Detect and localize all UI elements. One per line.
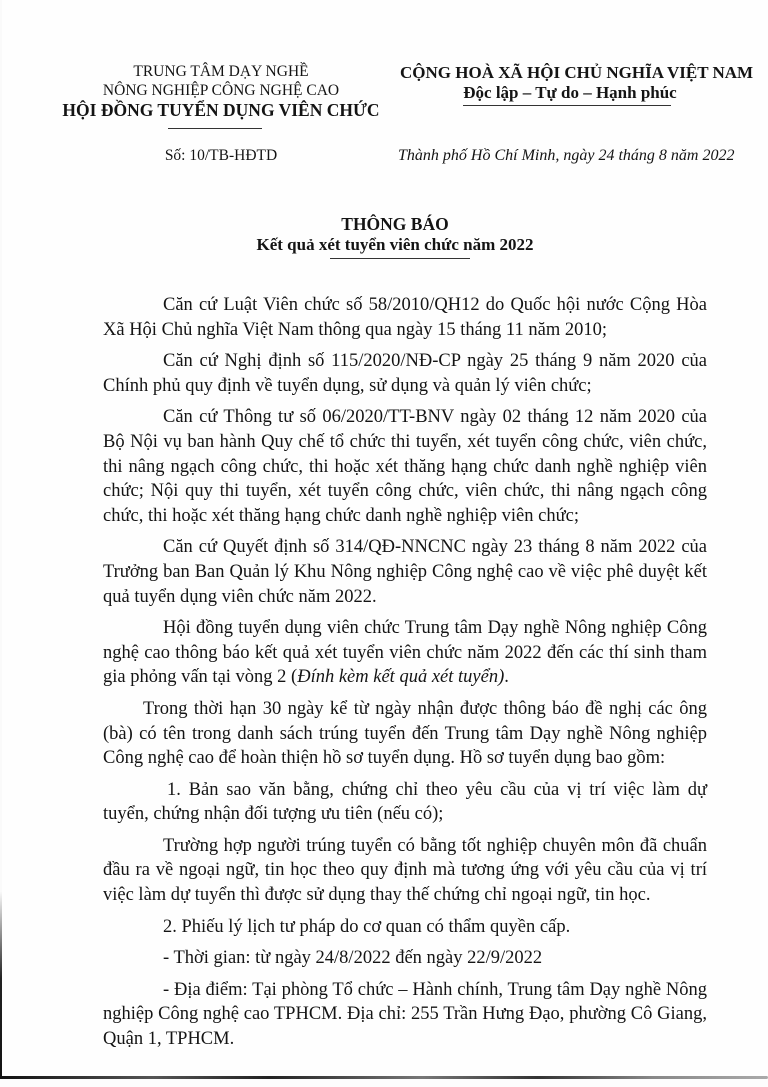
council-name: HỘI ĐỒNG TUYỂN DỤNG VIÊN CHỨC: [62, 100, 380, 120]
organization-name-line2: NÔNG NGHIỆP CÔNG NGHỆ CAO: [102, 82, 340, 99]
title-underline: [330, 258, 470, 259]
deadline-paragraph: Trong thời hạn 30 ngày kể từ ngày nhận được thông báo đề nghị các ông (bà) có tên trong danh sách trúng tuyển đến Trung tâm Dạy nghề Nông nghiệp Công nghệ cao để hoàn thiện hồ sơ tuyển dụng. Hồ sơ tuyển dụng bao gồm:: [103, 698, 707, 769]
national-motto: Độc lập – Tự do – Hạnh phúc: [463, 83, 677, 102]
scan-margin-bottom: [0, 1079, 768, 1087]
document-subtitle: Kết quả xét tuyển viên chức năm 2022: [256, 235, 534, 254]
submission-location: - Địa điểm: Tại phòng Tổ chức – Hành chính, Trung tâm Dạy nghề Nông nghiệp Công nghệ cao TPHCM. Địa chỉ: 255 Trần Hưng Đạo, phường Cô Giang, Quận 1, TPHCM.: [103, 979, 707, 1050]
required-item-2: 2. Phiếu lý lịch tư pháp do cơ quan có thẩm quyền cấp.: [163, 916, 571, 937]
legal-basis-3: Căn cứ Thông tư số 06/2020/TT-BNV ngày 02 tháng 12 năm 2020 của Bộ Nội vụ ban hành Quy chế tổ chức thi tuyển, xét tuyển công chức, viên chức, thi nâng ngạch công chức, thi hoặc xét thăng hạng chức danh nghề nghiệp viên chức; Nội quy thi tuyển, xét tuyển công chức, viên chức, thi nâng ngạch công chức, thi hoặc xét thăng hạng chức danh nghề nghiệp viên chức;: [103, 407, 707, 526]
scan-edge-left: [0, 0, 2, 1087]
organization-name-line1: TRUNG TÂM DẠY NGHỀ: [133, 63, 309, 80]
legal-basis-2: Căn cứ Nghị định số 115/2020/NĐ-CP ngày 25 tháng 9 năm 2020 của Chính phủ quy định về tuyển dụng, sử dụng và quản lý viên chức;: [103, 351, 707, 396]
left-header-underline: [168, 128, 262, 129]
submission-time: - Thời gian: từ ngày 24/8/2022 đến ngày 22/9/2022: [163, 948, 543, 969]
document-number: Số: 10/TB-HĐTD: [164, 147, 278, 164]
document-title: THÔNG BÁO: [341, 214, 449, 234]
required-item-1-note: Trường hợp người trúng tuyển có bằng tốt nghiệp chuyên môn đã chuẩn đầu ra về ngoại ngữ, tin học theo quy định mà tương ứng với yêu cầu của vị trí việc làm dự tuyển thì được sử dụng thay thế chứng chỉ ngoại ngữ, tin học.: [103, 835, 707, 906]
date-place: Thành phố Hồ Chí Minh, ngày 24 tháng 8 năm 2022: [398, 147, 735, 164]
attachment-note: Đính kèm kết quả xét tuyển): [297, 667, 505, 688]
document-body: [103, 293, 707, 1059]
legal-basis-4: Căn cứ Quyết định số 314/QĐ-NNCNC ngày 23 tháng 8 năm 2022 của Trưởng ban Ban Quản lý Khu Nông nghiệp Công nghệ cao về việc phê duyệt kết quả tuyển dụng viên chức năm 2022.: [103, 537, 707, 607]
announcement-text: Hội đồng tuyển dụng viên chức Trung tâm Dạy nghề Nông nghiệp Công nghệ cao thông báo kết quả xét tuyển viên chức năm 2022 đến các thí sinh tham gia phỏng vấn tại vòng 2 (: [103, 618, 707, 688]
legal-basis-1: Căn cứ Luật Viên chức số 58/2010/QH12 do Quốc hội nước Cộng Hòa Xã Hội Chủ nghĩa Việt Nam thông qua ngày 15 tháng 11 năm 2010;: [103, 295, 707, 340]
motto-underline: [463, 105, 671, 106]
required-item-1: 1. Bản sao văn bằng, chứng chỉ theo yêu cầu của vị trí việc làm dự tuyển, chứng nhận đối tượng ưu tiên (nếu có);: [103, 779, 707, 825]
national-title: CỘNG HOÀ XÃ HỘI CHỦ NGHĨA VIỆT NAM: [400, 63, 754, 82]
announcement-paragraph: [103, 616, 707, 690]
announcement-end: .: [504, 667, 509, 688]
